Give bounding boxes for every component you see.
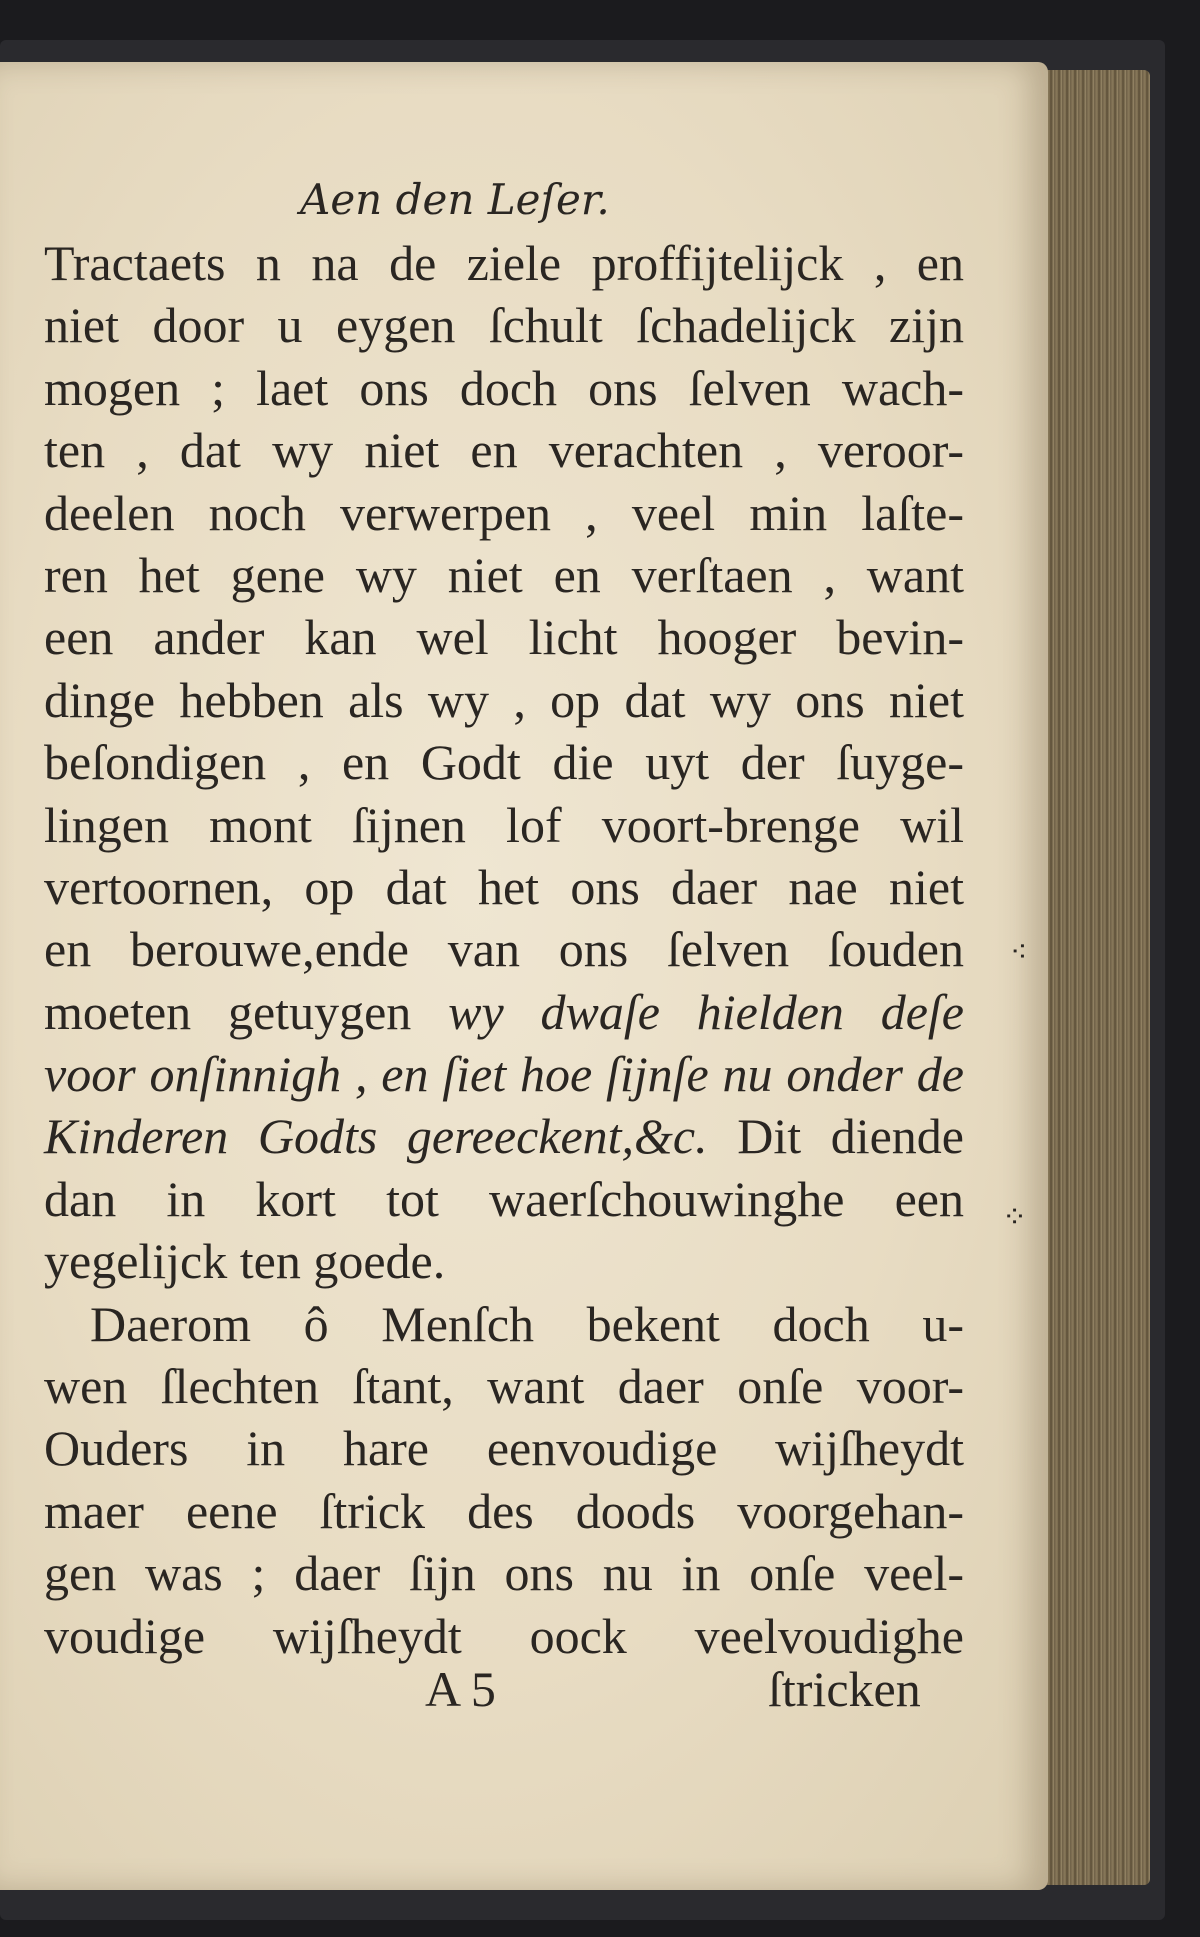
body-text bbox=[44, 232, 964, 1667]
text-line-content: dan in kort tot waerſchouwinghe een bbox=[44, 1170, 964, 1227]
text-line-content: voudige wijſheydt oock veelvoudighe bbox=[44, 1607, 964, 1664]
text-line-content: beſondigen , en Godt die uyt der ſuyge- bbox=[44, 734, 964, 791]
text-line-content: Tractaets n na de ziele proffijtelijck , en bbox=[44, 235, 964, 291]
text-line bbox=[44, 1480, 964, 1542]
text-line bbox=[44, 606, 964, 668]
text-line-content: gen was ; daer ſijn ons nu in onſe veel- bbox=[44, 1545, 964, 1602]
text-line bbox=[44, 1542, 964, 1604]
text-line bbox=[44, 669, 964, 731]
text-line-content: moeten getuygen bbox=[44, 983, 412, 1040]
text-line bbox=[44, 232, 964, 294]
text-line-content: voor onſinnigh , en ſiet hoe ſijnſe nu onder de bbox=[44, 1046, 964, 1103]
text-line bbox=[44, 731, 964, 793]
text-line-content: maer eene ſtrick des doods voorgehan- bbox=[44, 1482, 964, 1539]
text-line bbox=[44, 419, 964, 481]
text-line bbox=[44, 1230, 964, 1292]
text-line bbox=[44, 981, 964, 1043]
text-line-content: wen ſlechten ſtant, want daer onſe voor- bbox=[44, 1358, 964, 1415]
text-line-content: Ouders in hare eenvoudige wijſheydt bbox=[44, 1420, 964, 1477]
text-line bbox=[44, 1168, 964, 1230]
text-line bbox=[44, 482, 964, 544]
printers-ornament-icon: ⁖ bbox=[1010, 935, 1028, 970]
text-line bbox=[44, 544, 964, 606]
text-line bbox=[44, 856, 964, 918]
text-line bbox=[44, 294, 964, 356]
text-line-content: ten , dat wy niet en verachten , veroor- bbox=[44, 422, 964, 479]
printers-ornament-icon: ⁘ bbox=[1002, 1200, 1028, 1235]
text-line bbox=[44, 1355, 964, 1417]
text-line-content: yegelijck ten goede. bbox=[44, 1233, 446, 1290]
text-line-content: lingen mont ſijnen lof voort-brenge wil bbox=[44, 796, 964, 853]
running-header: Aen den Leſer. bbox=[300, 175, 610, 224]
text-line-content: een ander kan wel licht hooger bevin- bbox=[44, 609, 964, 666]
text-line-content: Kinderen Godts gereeckent,&c. bbox=[44, 1108, 708, 1165]
text-line-content: mogen ; laet ons doch ons ſelven wach- bbox=[44, 359, 964, 416]
text-line-tail: Dit diende bbox=[737, 1108, 965, 1165]
italic-quotation: wy dwaſe hielden deſe bbox=[448, 983, 965, 1040]
text-line-content: en berouwe,ende van ons ſelven ſouden bbox=[44, 921, 964, 978]
text-line bbox=[44, 1417, 964, 1479]
text-line-content: ren het gene wy niet en verſtaen , want bbox=[44, 546, 964, 603]
text-line bbox=[44, 357, 964, 419]
text-line-content: dinge hebben als wy , op dat wy ons niet bbox=[44, 671, 964, 728]
text-line bbox=[44, 1043, 964, 1105]
text-line bbox=[44, 794, 964, 856]
text-line bbox=[44, 1105, 964, 1167]
text-line bbox=[44, 1293, 964, 1355]
text-line-content: deelen noch verwerpen , veel min laſte- bbox=[44, 484, 964, 541]
text-line-content: Daerom ô Menſch bekent doch u- bbox=[90, 1295, 964, 1352]
text-line-content: vertoornen, op dat het ons daer nae niet bbox=[44, 858, 964, 915]
catchword: ſtricken bbox=[768, 1661, 921, 1717]
signature-mark: A 5 bbox=[425, 1661, 496, 1717]
page-edges bbox=[1030, 70, 1150, 1885]
text-line bbox=[44, 1605, 964, 1667]
text-line bbox=[44, 918, 964, 980]
text-line-content: niet door u eygen ſchult ſchadelijck zijn bbox=[44, 297, 964, 354]
